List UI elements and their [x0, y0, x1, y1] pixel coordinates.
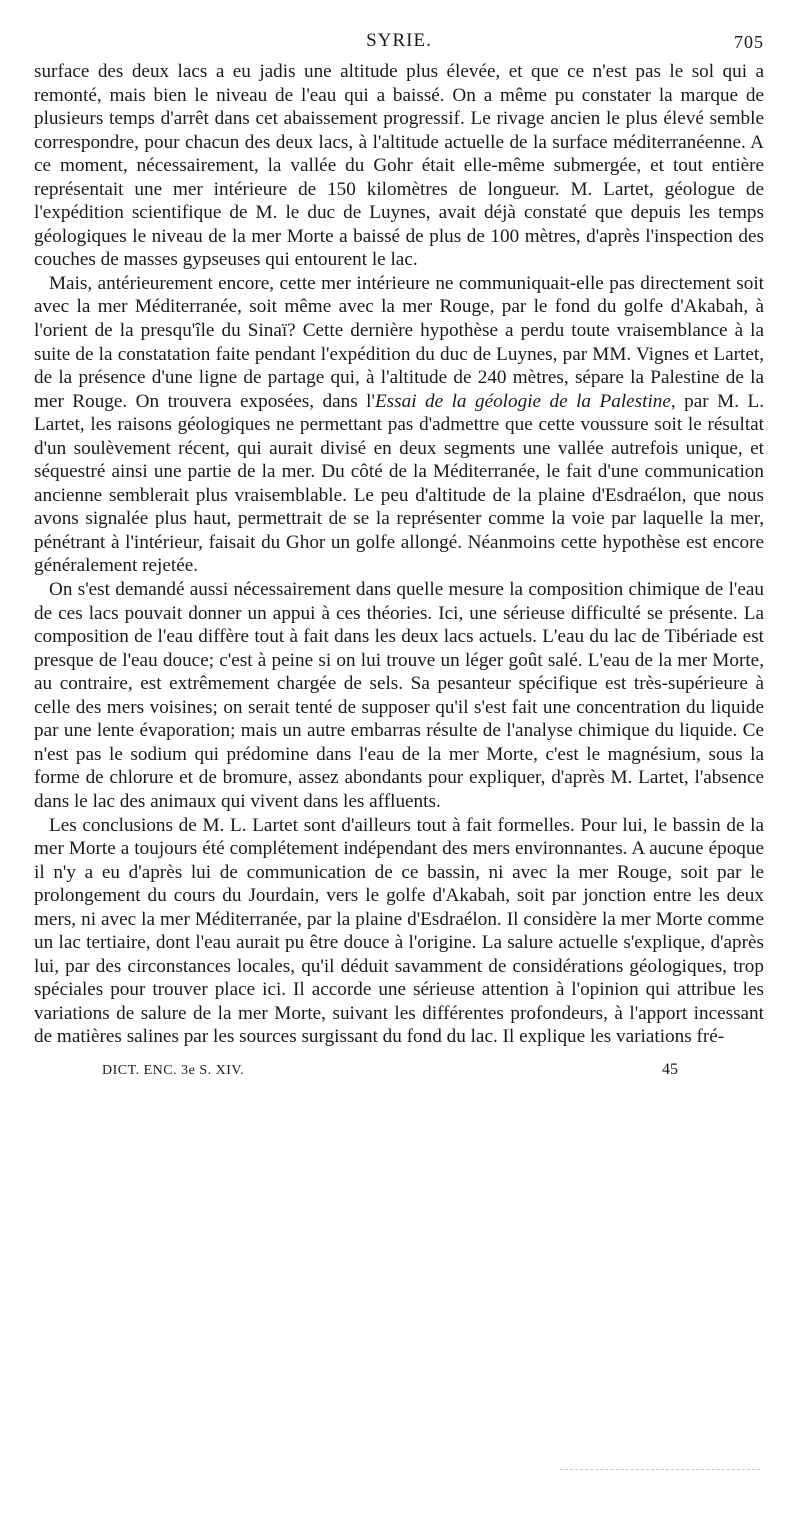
- paragraph-2: [34, 272, 764, 578]
- page-footer: [34, 1061, 764, 1085]
- running-title: SYRIE.: [366, 30, 432, 51]
- paragraph-4: Les conclusions de M. L. Lartet sont d'ailleurs tout à fait formelles. Pour lui, le bassin de la mer Morte a toujours été complétement indépendant des mers environnantes. A aucune époque il n'y a eu d'après lui de communication de ce bassin, ni avec la mer Rouge, soit par le prolongement du cours du Jourdain, vers le golfe d'Akabah, soit par jonction entre les deux mers, ni avec la mer Méditerranée, par la plaine d'Esdraélon. Il considère la mer Morte comme un lac tertiaire, dont l'eau aurait pu être douce à l'origine. La salure actuelle s'explique, d'après lui, par des circonstances locales, qu'il déduit savamment de considérations géologiques, trop spéciales pour trouver place ici. Il accorde une sérieuse attention à l'opinion qui attribue les variations de salure de la mer Morte, suivant les différentes profondeurs, à l'apport incessant de matières salines par les sources surgissant du fond du lac. Il explique les variations fré-: [34, 814, 764, 1048]
- paragraph-2-part-2: , par M. L. Lartet, les raisons géologiques ne permettant pas d'admettre que cette voussure soit le résultat d'un soulèvement récent, qui aurait divisé en deux segments une vallée autrefois unique, et séquestré ainsi une partie de la mer. Du côté de la Méditerranée, le fait d'une communication ancienne semblerait plus vraisemblable. Le peu d'altitude de la plaine d'Esdraélon, que nous avons signalée plus haut, permettrait de se la représenter comme la voie par laquelle la mer, pénétrant à l'intérieur, faisait du Ghor un golfe allongé. Néanmoins cette hypothèse est encore généralement rejetée.: [34, 390, 764, 577]
- page-number: 705: [734, 32, 764, 52]
- book-page: [34, 30, 764, 1085]
- body-text: [34, 60, 764, 1049]
- paragraph-2-part-1: Mais, antérieurement encore, cette mer intérieure ne communiquait-elle pas directement soit avec la mer Méditerranée, soit même avec la mer Rouge, par le fond du golfe d'Akabah, à l'orient de la presqu'île du Sinaï? Cette dernière hypothèse a perdu toute vraisemblance à la suite de la constatation faite pendant l'expédition du duc de Luynes, par MM. Vignes et Lartet, de la présence d'une ligne de partage qui, à l'altitude de 240 mètres, sépare la Palestine de la mer Rouge. On trouvera exposées, dans l': [34, 272, 764, 412]
- printer-signature: DICT. ENC. 3e S. XIV.: [102, 1062, 245, 1078]
- signature-number: 45: [662, 1060, 678, 1078]
- running-head: [34, 30, 764, 58]
- bleed-through-marks: [560, 1469, 760, 1472]
- paragraph-3: On s'est demandé aussi nécessairement dans quelle mesure la composition chimique de l'eau de ces lacs pouvait donner un appui à ces théories. Ici, une sérieuse difficulté se présente. La composition de l'eau diffère tout à fait dans les deux lacs actuels. L'eau du lac de Tibériade est presque de l'eau douce; c'est à peine si on lui trouve un léger goût salé. L'eau de la mer Morte, au contraire, est extrêmement chargée de sels. Sa pesanteur spécifique est très-supérieure à celle des mers voisines; on serait tenté de supposer qu'il s'est fait une concentration du liquide par une lente évaporation; mais un autre embarras résulte de l'analyse chimique du liquide. Ce n'est pas le sodium qui prédomine dans l'eau de la mer Morte, c'est le magnésium, sous la forme de chlorure et de bromure, assez abondants pour expliquer, d'après M. Lartet, l'absence dans le lac des animaux qui vivent dans les affluents.: [34, 579, 764, 812]
- book-title-italic: Essai de la géologie de la Palestine: [374, 390, 671, 412]
- paragraph-1: surface des deux lacs a eu jadis une altitude plus élevée, et que ce n'est pas le sol qui a remonté, mais bien le niveau de l'eau qui a baissé. On a même pu constater la marque de plusieurs temps d'arrêt dans cet abaissement progressif. Le rivage ancien le plus élevé semble correspondre, pour chacun des deux lacs, à l'altitude actuelle de la surface méditerranéenne. A ce moment, nécessairement, la vallée du Gohr était elle-même submergée, et tout entière représentait une mer intérieure de 150 kilomètres de longueur. M. Lartet, géologue de l'expédition scientifique de M. le duc de Luynes, avait déjà constaté que depuis les temps géologiques le niveau de la mer Morte a baissé de plus de 100 mètres, d'après l'inspection des couches de masses gypseuses qui entourent le lac.: [34, 61, 764, 271]
